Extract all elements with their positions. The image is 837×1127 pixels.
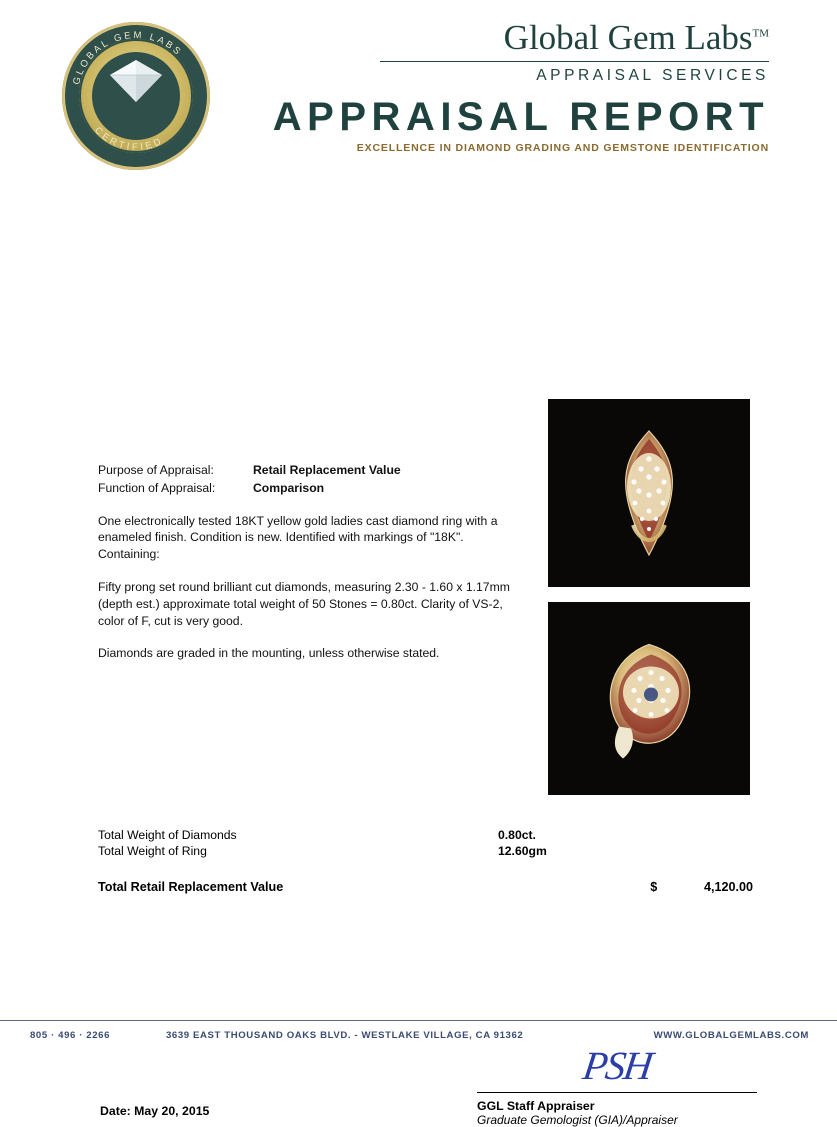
page-title: APPRAISAL REPORT xyxy=(272,95,769,139)
total-diamond-weight-row xyxy=(98,828,753,842)
grand-total-value: 4,120.00 xyxy=(703,880,753,894)
brand-name xyxy=(215,20,769,55)
total-diamond-weight-value: 0.80ct. xyxy=(498,828,536,842)
header-divider xyxy=(380,61,769,62)
signature-block xyxy=(477,1040,757,1127)
appraiser-title: GGL Staff Appraiser xyxy=(477,1099,595,1113)
ring-marquise-image xyxy=(603,429,695,557)
ggl-logo xyxy=(62,22,210,170)
ring-side-image xyxy=(589,640,709,762)
grading-note: Diamonds are graded in the mounting, unless otherwise stated. xyxy=(98,645,440,660)
report-header xyxy=(0,0,837,180)
signature-line xyxy=(477,1092,757,1093)
total-ring-weight-label: Total Weight of Ring xyxy=(98,844,207,858)
footer-phone: 805 · 496 · 2266 xyxy=(30,1030,111,1041)
svg-text:GLOBAL GEM LABS: GLOBAL GEM LABS xyxy=(71,29,185,86)
function-row xyxy=(98,480,528,497)
purpose-row xyxy=(98,462,528,479)
total-ring-weight-row xyxy=(98,844,753,858)
signature-mark: PSH xyxy=(580,1043,654,1088)
purpose-value: Retail Replacement Value xyxy=(253,463,401,477)
header-title-block xyxy=(215,20,769,154)
stone-description: Fifty prong set round brilliant cut diamonds, measuring 2.30 - 1.60 x 1.17mm (depth est.) approximate total weight of 50 Stones = 0.80ct. Clarity of VS-2, color of F, cut is very good. xyxy=(98,580,510,628)
purpose-label: Purpose of Appraisal: xyxy=(98,463,214,477)
footer-website[interactable]: WWW.GLOBALGEMLABS.COM xyxy=(653,1030,809,1041)
total-diamond-weight-label: Total Weight of Diamonds xyxy=(98,828,237,842)
brand-subtitle: APPRAISAL SERVICES xyxy=(536,67,769,84)
currency-symbol: $ xyxy=(650,880,658,894)
totals-section xyxy=(98,828,753,894)
logo-arc-bottom-text xyxy=(62,22,210,170)
report-date: Date: May 20, 2015 xyxy=(100,1104,210,1118)
svg-text:CERTIFIED: CERTIFIED xyxy=(92,124,166,154)
function-label: Function of Appraisal: xyxy=(98,480,216,495)
brand-name-text: Global Gem Labs xyxy=(503,18,753,57)
item-description: One electronically tested 18KT yellow gold ladies cast diamond ring with a enameled finish. Condition is new. Identified with markings of "18K". Containing: xyxy=(98,513,498,562)
footer-address: 3639 EAST THOUSAND OAKS BLVD. - WESTLAKE VILLAGE, CA 91362 xyxy=(166,1030,524,1041)
grand-total-row xyxy=(98,880,753,894)
ring-photo-top xyxy=(548,399,750,587)
function-value: Comparison xyxy=(253,480,325,495)
appraisal-details xyxy=(98,462,528,661)
total-ring-weight-value: 12.60gm xyxy=(498,844,547,858)
appraiser-credentials: Graduate Gemologist (GIA)/Appraiser xyxy=(477,1113,678,1127)
trademark-symbol: TM xyxy=(752,27,769,40)
ring-photo-bottom xyxy=(548,602,750,795)
report-tagline: EXCELLENCE IN DIAMOND GRADING AND GEMSTONE IDENTIFICATION xyxy=(356,142,769,154)
report-footer xyxy=(0,1020,837,1050)
grand-total-label: Total Retail Replacement Value xyxy=(98,880,284,894)
